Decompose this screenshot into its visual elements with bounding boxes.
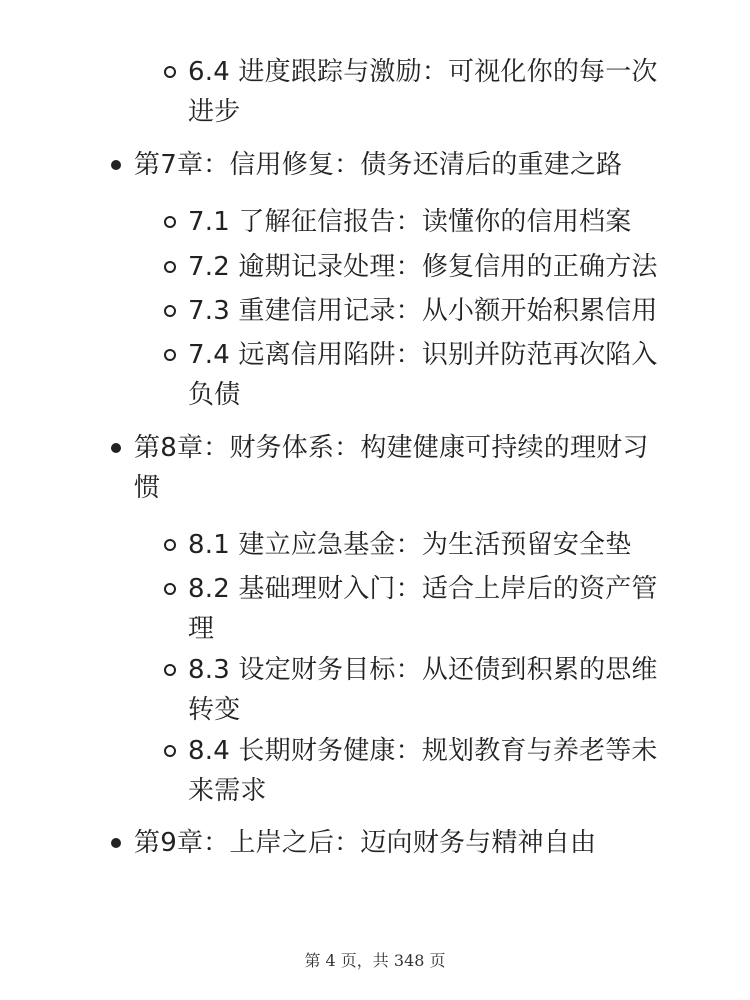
- toc-subitem[interactable]: [188, 335, 658, 415]
- sub-bullet: [164, 539, 176, 551]
- sub-bullet: [164, 349, 176, 361]
- sub-bullet: [164, 305, 176, 317]
- chapter-bullet: [111, 838, 121, 848]
- sub-bullet: [164, 583, 176, 595]
- toc-line: 第9章：上岸之后：迈向财务与精神自由: [134, 828, 597, 858]
- toc-line: 来需求: [188, 776, 267, 806]
- toc-line: 7.3 重建信用记录：从小额开始积累信用: [188, 296, 658, 326]
- toc-subitem[interactable]: [188, 291, 658, 331]
- toc-line: 理: [188, 614, 215, 644]
- toc-line: 8.3 设定财务目标：从还债到积累的思维: [188, 655, 658, 685]
- toc-line: 7.4 远离信用陷阱：识别并防范再次陷入: [188, 340, 658, 370]
- toc-subitem[interactable]: [188, 52, 658, 132]
- sub-bullet: [164, 664, 176, 676]
- toc-line: 6.4 进度跟踪与激励：可视化你的每一次: [188, 57, 658, 87]
- page-number: 第 4 页，共 348 页: [304, 951, 446, 970]
- toc-chapter[interactable]: [134, 145, 622, 185]
- toc-line: 7.1 了解征信报告：读懂你的信用档案: [188, 207, 632, 237]
- sub-bullet: [164, 216, 176, 228]
- toc-line: 第8章：财务体系：构建健康可持续的理财习: [134, 433, 649, 463]
- toc-line: 7.2 逾期记录处理：修复信用的正确方法: [188, 252, 658, 282]
- toc-line: 进步: [188, 97, 241, 127]
- toc-chapter[interactable]: [134, 428, 649, 508]
- toc-chapter[interactable]: [134, 823, 596, 863]
- toc-line: 第7章：信用修复：债务还清后的重建之路: [134, 150, 623, 180]
- toc-subitem[interactable]: [188, 731, 658, 811]
- sub-bullet: [164, 261, 176, 273]
- toc-line: 8.2 基础理财入门：适合上岸后的资产管: [188, 574, 658, 604]
- chapter-bullet: [111, 160, 121, 170]
- toc-subitem[interactable]: [188, 569, 658, 649]
- sub-bullet: [164, 745, 176, 757]
- toc-line: 转变: [188, 695, 241, 725]
- toc-line: 负债: [188, 380, 241, 410]
- toc-subitem[interactable]: [188, 650, 658, 730]
- toc-line: 8.4 长期财务健康：规划教育与养老等未: [188, 736, 658, 766]
- toc-subitem[interactable]: [188, 525, 631, 565]
- toc-subitem[interactable]: [188, 202, 631, 242]
- chapter-bullet: [111, 443, 121, 453]
- toc-subitem[interactable]: [188, 247, 658, 287]
- toc-line: 8.1 建立应急基金：为生活预留安全垫: [188, 530, 632, 560]
- toc-line: 惯: [134, 473, 161, 503]
- sub-bullet: [164, 66, 176, 78]
